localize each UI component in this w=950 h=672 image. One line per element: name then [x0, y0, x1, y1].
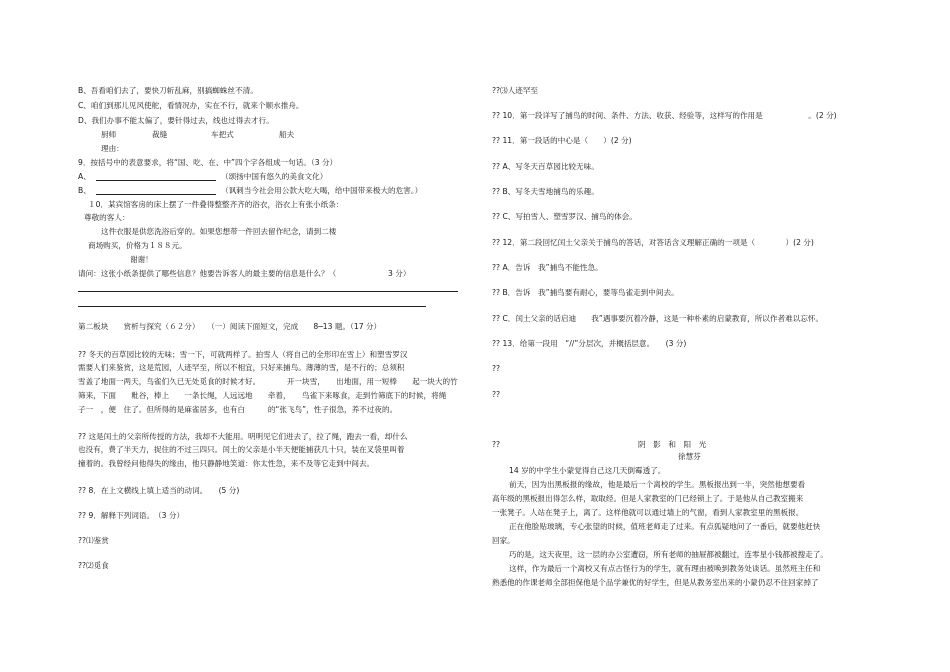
q10-points: 3 分） [388, 269, 411, 278]
q9-b-label: B、 [78, 186, 91, 195]
section-2-heading: 第二板块 赏析与探究（６２分） （一）阅读下面短文，完成 8─13 题。（17 分） [78, 322, 382, 331]
word-carter: 车把式 [211, 130, 234, 139]
q9-b-blank[interactable] [96, 194, 216, 195]
option-d: D、我们办事不能太偏了，要针得过去，线也过得去才行。 [78, 116, 274, 125]
q12-option-b: ?? B．告诉 我”捕鸟要有耐心，要等鸟雀走到中间去。 [492, 288, 679, 297]
note-line-2: 商场购买，价格为１８８元。 [88, 241, 187, 250]
q9-a-blank[interactable] [96, 180, 216, 181]
question-10-right: ?? 10．第一段详写了捕鸟的时间、条件、方法、收获、经验等，这样写的作用是 。(2 分) [492, 111, 837, 120]
story-line: 熟悉他的作课老师全部担保他是个品学兼优的好学生，但是从教务室出来的小蒙仍忍不住回家掉了 [492, 578, 819, 587]
q12-option-c: ?? C．闰土父亲的话启迪 我”遇事要沉着冷静，这是一种朴素的启蒙教育，所以作者难以忘怀。 [492, 314, 824, 323]
q12-option-a: ?? A．告诉 我”捕鸟不能性急。 [492, 263, 603, 272]
story-line: 一张凳子。人站在凳子上，离了。这样他就可以通过墙上的气窗，看到人家教室里的黑板报。 [492, 508, 804, 517]
option-b: B、吾看咱们去了，要快刀斩乱麻，别搞蜘蛛丝不清。 [78, 86, 258, 95]
question-9-explain: ?? 9．解释下列词语。 （3 分） [78, 511, 185, 520]
story-line: 14 岁的中学生小蒙觉得自己这几天倒霉透了。 [509, 466, 666, 475]
story-line: 这样，作为最后一个离校又有点古怪行为的学生，就有理由被唤到教务处谈话。虽然班主任和 [509, 564, 821, 573]
story-title: 阴 影 和 阳 光 [638, 440, 707, 449]
question-9: 9．按括号中的表意要求，将“国、吃、在、中”四个字各组成一句话。（3 分） [78, 158, 338, 167]
title-marker: ?? [492, 440, 501, 449]
option-c: C、咱们到那儿见风使舵，看情况办，实在不行，就来个顺水推舟。 [78, 101, 304, 110]
word-boatman: 船夫 [279, 130, 295, 139]
story-author: 徐慧芬 [678, 452, 701, 461]
passage-p1-line: ?? 冬天的百草园比较的无味；雪一下，可就两样了。拍雪人（将自己的全形印在雪上）和塑雪罗汉 [78, 350, 408, 359]
blank-line-marker: ?? [492, 390, 501, 399]
note-thanks: 谢谢！ [130, 255, 153, 264]
answer-line-2[interactable] [78, 306, 426, 307]
q10-ask: 请问：这张小纸条提供了哪些信息？他要告诉客人的最主要的信息是什么？（ [78, 269, 337, 278]
q11-option-b: ?? B、写冬天雪地捕鸟的乐趣。 [492, 187, 599, 196]
blank-line-marker: ?? [492, 364, 501, 373]
term-rarely-visited: ??⑶人迹罕至 [492, 86, 539, 95]
answer-line-1[interactable] [78, 291, 458, 292]
question-12: ?? 12．第二段回忆闰土父亲关于捕鸟的答话，对答话含义理解正确的一项是（ ）(2 分) [492, 238, 814, 247]
question-13: ?? 13．给第一段用 “//”分层次，并概括层意。 (3 分) [492, 339, 687, 348]
reason-label: 理由： [101, 144, 124, 153]
story-line: 高年级的黑板报出得怎么样，取取经。但是人家教室的门已经锁上了。于是他从自己教室搬来 [492, 494, 804, 503]
q11-option-a: ?? A、写冬天百草园比较无味。 [492, 162, 599, 171]
story-line: 巧的是，这天夜里，这一层的办公室遭窃，所有老师的抽屉都被翻过，连零星小钱都被搜走了。 [509, 550, 828, 559]
term-forage: ??⑵觅食 [78, 561, 109, 570]
q9-a-note: （颂扬中国有悠久的美食文化） [221, 172, 328, 181]
story-line: 正在他脸贴玻璃，专心张望的时候，值班老师走了过来。有点狐疑地问了一番后，就要他赶快 [509, 522, 821, 531]
q9-b-note: （讽刺当今社会用公款大吃大喝，给中国带来极大的危害。） [221, 186, 423, 195]
story-line: 前天，因为出黑板报的缘故，他是最后一个离校的学生。黑板报出到一半，突然他想要看 [509, 480, 806, 489]
passage-p2-line: 也没有，费了半天力，捉住的不过三四只。闰土的父亲是小半天便能捕获几十只，装在叉袋里叫着 [78, 445, 405, 454]
word-chef: 厨师 [101, 130, 117, 139]
question-8: ?? 8．在上文横线上填上适当的动词。 (5 分) [78, 486, 240, 495]
q11-option-c: ?? C、写拍雪人、塑雪罗汉、捕鸟的体会。 [492, 212, 637, 221]
note-line-1: 这件衣服是供您洗浴后穿的。如果您想带一件回去留作纪念，请到二楼 [101, 227, 337, 236]
passage-p1-line: 需要人们来鉴赏，这是荒园，人迹罕至，所以不相宜，只好来捕鸟。薄薄的雪，是不行的；总须积 [78, 363, 405, 372]
passage-p1-line: 子一 ，便 住了。但所得的是麻雀居多，也有白 的“张飞鸟”，性子很急，养不过夜的。 [78, 405, 398, 414]
passage-p2-line: ?? 这是闰土的父亲所传授的方法，我却不大能用。明明见它们进去了，拉了绳，跑去一看，却什么 [78, 432, 408, 441]
passage-p1-line: 筛来，下面 粃谷，棒上 一条长绳，人远远地 牵着， 鸟雀下来啄食，走到竹筛底下的时候，将绳 [78, 391, 447, 400]
passage-p2-line: 撞着的。我曾经问他得失的缘由，他只静静地笑道：你太性急，来不及等它走到中间去。 [78, 459, 375, 468]
story-line: 回家。 [492, 536, 515, 545]
q9-a-label: A、 [78, 172, 91, 181]
word-tailor: 裁缝 [152, 130, 168, 139]
note-greeting: 尊敬的客人： [84, 213, 130, 222]
question-11: ?? 11．第一段话的中心是（ ）(2 分) [492, 136, 632, 145]
passage-p1-line: 雪盖了地面一两天，鸟雀们久已无处觅食的时候才好。 开一块雪， 出地面，用一短棒 起一块大的竹 [78, 377, 458, 386]
question-10: １0．某宾馆客房的床上摆了一件叠得整整齐齐的浴衣，浴衣上有张小纸条： [88, 200, 344, 209]
term-appreciate: ??⑴鉴赏 [78, 536, 109, 545]
